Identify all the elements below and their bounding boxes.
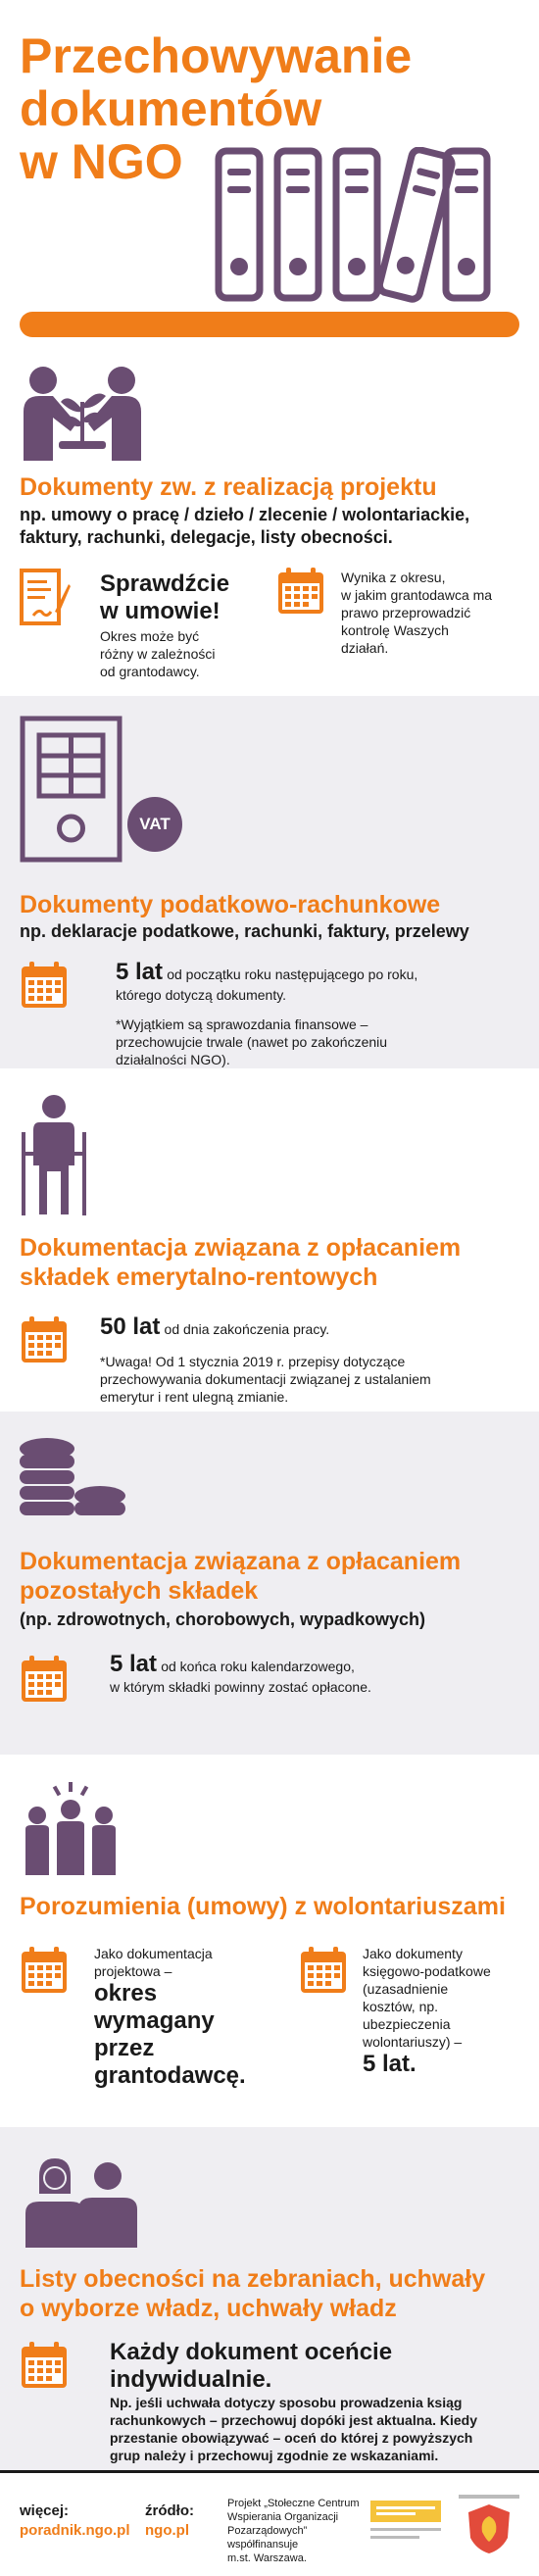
note-line-3: emerytur i rent ulegną zmianie.	[100, 1389, 289, 1405]
group-people-icon	[20, 1782, 122, 1875]
left-big-4: grantodawcę.	[94, 2062, 246, 2089]
title-line-1: Przechowywanie	[20, 28, 413, 83]
note-line-3: działalności NGO).	[116, 1052, 230, 1067]
right-line-6: wolontariuszy) –	[363, 2034, 463, 2050]
proj-line-3: Pozarządowych”	[227, 2525, 308, 2537]
section-1-subtitle	[20, 504, 469, 549]
section-attendance-resolutions	[0, 2127, 539, 2470]
title-line-2: o wyborze władz, uchwały władz	[20, 2295, 397, 2322]
title-line-3: w NGO	[20, 134, 183, 189]
check-line-1: Sprawdźcie	[100, 570, 230, 597]
note-line-1: Np. jeśli uchwała dotyczy sposobu prowadzenia ksiąg	[110, 2395, 463, 2410]
grant-period-block	[341, 569, 492, 657]
big-line-2: indywidualnie.	[110, 2366, 272, 2393]
section-volunteer-agreements	[0, 1755, 539, 2127]
volunteer-project-block	[94, 1945, 270, 2090]
section-other-contributions	[0, 1412, 539, 1755]
more-label: więcej:	[20, 2502, 70, 2519]
title-line-1: Dokumentacja związana z opłacaniem	[20, 1234, 462, 1262]
other-retention-block	[110, 1651, 521, 1696]
note-line-2: różny w zależności	[100, 646, 216, 662]
note-line-3: przestanie obowiązywać – oceń do której z powyższych	[110, 2430, 473, 2446]
tax-retention-block	[116, 959, 517, 1068]
proj-line-5: m.st. Warszawa.	[227, 2552, 307, 2564]
source-link[interactable]: ngo.pl	[145, 2522, 189, 2539]
right-line-3: (uzasadnienie	[363, 1981, 449, 1997]
note-line-2: rachunkowych – przechowuj dopóki jest aktualna. Kiedy	[110, 2412, 477, 2428]
two-people-icon	[20, 2155, 139, 2248]
section-3-title	[20, 1233, 461, 1292]
proj-line-2: Wspierania Organizacji	[227, 2511, 339, 2523]
right-big: 5 lat.	[363, 2051, 416, 2077]
section-5-title: Porozumienia (umowy) z wolontariuszami	[20, 1893, 506, 1920]
binders-icon	[211, 147, 529, 304]
calendar-icon	[20, 2341, 69, 2390]
title-line-2: składek emerytalno-rentowych	[20, 1263, 378, 1291]
proj-line-1: Projekt „Stołeczne Centrum	[227, 2498, 360, 2509]
years-value: 5 lat	[110, 1651, 158, 1677]
vat-badge: VAT	[127, 797, 182, 852]
left-big-3: przez	[94, 2035, 155, 2061]
years-value: 50 lat	[100, 1313, 161, 1340]
section-tax-documents	[0, 696, 539, 1068]
right-line-4: kosztów, np.	[363, 1999, 439, 2014]
more-link[interactable]: poradnik.ngo.pl	[20, 2522, 130, 2539]
rest-line-2: którego dotyczą dokumenty.	[116, 987, 287, 1003]
right-line-3: prawo przeprowadzić	[341, 605, 471, 620]
rest-line-2: w którym składki powinny zostać opłacone.	[110, 1679, 371, 1695]
rest-line-1: od końca roku kalendarzowego,	[161, 1659, 355, 1674]
city-crest-icon	[459, 2495, 519, 2555]
section-2-title: Dokumenty podatkowo-rachunkowe	[20, 891, 441, 918]
note-line-2: przechowywania dokumentacji związanej z ustalaniem	[100, 1371, 431, 1387]
right-line-1: Jako dokumenty	[363, 1946, 463, 1961]
years-value: 5 lat	[116, 959, 164, 985]
section-project-documents	[0, 343, 539, 696]
title-line-1: Dokumentacja związana z opłacaniem	[20, 1548, 462, 1575]
subtitle-line-2: faktury, rachunki, delegacje, listy obecności.	[20, 527, 393, 547]
check-contract-block	[100, 570, 229, 680]
source-label: źródło:	[145, 2502, 194, 2519]
right-line-4: kontrolę Waszych	[341, 622, 449, 638]
section-2-subtitle: np. deklaracje podatkowe, rachunki, faktury, przelewy	[20, 921, 469, 941]
right-line-2: w jakim grantodawca ma	[341, 587, 493, 603]
title-line-2: dokumentów	[20, 81, 322, 136]
left-big-1: okres	[94, 1980, 158, 2006]
rest-line-1: od początku roku następującego po roku,	[167, 966, 418, 982]
header-section	[0, 0, 539, 343]
coins-icon	[18, 1435, 127, 1523]
hands-plant-icon	[20, 363, 145, 461]
volunteer-tax-block	[363, 1945, 529, 2078]
title-line-1: Listy obecności na zebraniach, uchwały	[20, 2265, 486, 2293]
proj-line-4: współfinansuje	[227, 2539, 299, 2551]
calendar-icon	[276, 567, 325, 616]
title-line-2: pozostałych składek	[20, 1577, 259, 1605]
person-crutches-icon	[20, 1093, 88, 1215]
shelf-bar	[20, 312, 519, 337]
section-4-title	[20, 1547, 461, 1606]
footer	[0, 2470, 539, 2576]
section-4-subtitle: (np. zdrowotnych, chorobowych, wypadkowych)	[20, 1610, 426, 1629]
note-line-2: przechowujcie trwale (nawet po zakończeniu	[116, 1034, 388, 1050]
document-pen-icon	[20, 569, 71, 627]
project-info	[227, 2497, 360, 2565]
note-line-3: od grantodawcy.	[100, 664, 200, 679]
partner-logo-icon	[370, 2501, 441, 2550]
window-document-icon	[20, 716, 122, 863]
calendar-icon	[20, 1315, 69, 1364]
section-pension-contributions	[0, 1068, 539, 1412]
note-line-1: Okres może być	[100, 628, 200, 644]
subtitle-line-1: np. umowy o pracę / dzieło / zlecenie / wolontariackie,	[20, 505, 470, 524]
pension-retention-block	[100, 1313, 521, 1406]
big-line-1: Każdy dokument oceńcie	[110, 2339, 393, 2365]
note-line-1: *Wyjątkiem są sprawozdania finansowe –	[116, 1016, 368, 1032]
calendar-icon	[20, 961, 69, 1010]
left-big-2: wymagany	[94, 2007, 215, 2034]
calendar-icon	[20, 1946, 69, 1995]
note-line-1: *Uwaga! Od 1 stycznia 2019 r. przepisy dotyczące	[100, 1354, 406, 1369]
note-line-4: grup należy i przechowuj zgodnie ze wskazaniami.	[110, 2448, 439, 2463]
rest-text: od dnia zakończenia pracy.	[164, 1321, 330, 1337]
check-line-2: w umowie!	[100, 598, 220, 624]
left-line-1: Jako dokumentacja	[94, 1946, 213, 1961]
left-line-2: projektowa –	[94, 1963, 172, 1979]
section-6-title	[20, 2264, 485, 2323]
right-line-1: Wynika z okresu,	[341, 570, 446, 585]
right-line-5: działań.	[341, 640, 389, 656]
calendar-icon	[299, 1946, 348, 1995]
right-line-5: ubezpieczenia	[363, 2016, 451, 2032]
calendar-icon	[20, 1655, 69, 1704]
individual-assessment-block	[110, 2339, 526, 2464]
right-line-2: księgowo-podatkowe	[363, 1963, 491, 1979]
section-1-title: Dokumenty zw. z realizacją projektu	[20, 473, 437, 501]
